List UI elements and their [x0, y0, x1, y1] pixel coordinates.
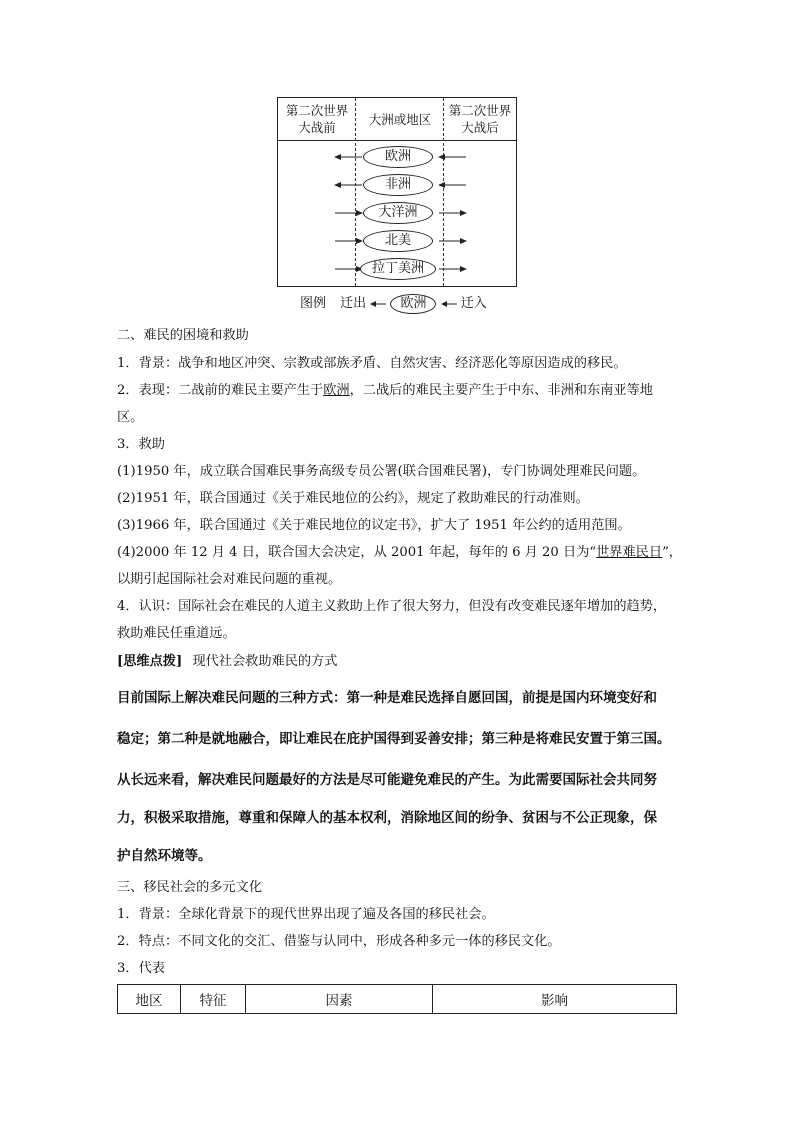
legend-region: 欧洲: [390, 294, 436, 314]
rescue-item-2: (2)1951 年，联合国通过《关于难民地位的公约》，规定了救助难民的行动准则。: [117, 491, 589, 506]
header-before-line2: 大战前: [298, 120, 336, 135]
region-oceania: 大洋洲: [363, 202, 433, 224]
rescue-item-4: [117, 544, 682, 562]
manifestation-text-b: ，二战后的难民主要产生于中东、非洲和东南亚等地: [349, 383, 653, 398]
section2-understanding: 4．认识：国际社会在难民的人道主义救助上作了很大努力，但没有改变难民逐年增加的趋势，: [117, 599, 667, 614]
section2-understanding-cont: 救助难民任重道远。: [117, 626, 236, 641]
rescue-item-4-b: ”，: [662, 545, 682, 560]
header-after-line2: 大战后: [461, 120, 499, 135]
thinking-line-3: 从长远来看，解决难民问题最好的方法是尽可能避免难民的产生。为此需要国际社会共同努: [117, 772, 657, 788]
thinking-heading: [117, 653, 338, 671]
region-north-america: 北美: [363, 230, 433, 252]
legend-in: 迁入: [460, 296, 487, 311]
section3-title: 三、移民社会的多元文化: [117, 880, 263, 895]
table-header-impact: 影响: [433, 985, 677, 1014]
section2-manifestation-cont: 区。: [117, 410, 144, 425]
rescue-item-3: (3)1966 年，联合国通过《关于难民地位的议定书》，扩大了 1951 年公约的适用范围。: [117, 518, 631, 533]
thinking-tag: [思维点拨]: [117, 654, 183, 669]
section2-background: 1．背景：战争和地区冲突、宗教或部族矛盾、自然灾害、经济恶化等原因造成的移民。: [117, 356, 627, 371]
region-africa: 非洲: [363, 174, 433, 196]
figure-legend: [300, 294, 487, 314]
manifestation-text-a: 2．表现：二战前的难民主要产生于: [117, 383, 324, 398]
thinking-line-2: 稳定；第二种是就地融合，即让难民在庇护国得到妥善安排；第三种是将难民安置于第三国。: [117, 731, 671, 747]
legend-arrow-out: [370, 299, 386, 309]
migration-diagram: [277, 97, 517, 287]
thinking-line-5: 护自然环境等。: [117, 848, 212, 864]
section3-background: 1．背景：全球化背景下的现代世界出现了遍及各国的移民社会。: [117, 907, 495, 922]
section2-title: 二、难民的困境和救助: [117, 328, 249, 343]
region-europe: 欧洲: [363, 146, 433, 168]
manifestation-underline: 欧洲: [323, 383, 350, 398]
table-header-factor: 因素: [246, 985, 433, 1014]
region-latin-america: 拉丁美洲: [360, 258, 436, 280]
legend-out: 迁出: [340, 296, 367, 311]
section2-manifestation: [117, 382, 653, 400]
header-after-line1: 第二次世界: [448, 103, 512, 118]
thinking-line-1: 目前国际上解决难民问题的三种方式：第一种是难民选择自愿回国，前提是国内环境变好和: [117, 690, 657, 706]
section3-features: 2．特点：不同文化的交汇、借鉴与认同中，形成各种多元一体的移民文化。: [117, 934, 561, 949]
header-before-line1: 第二次世界: [285, 103, 349, 118]
representatives-table: [117, 984, 677, 1014]
table-header-feature: 特征: [181, 985, 246, 1014]
rescue-item-4-a: (4)2000 年 12 月 4 日，联合国大会决定，从 2001 年起，每年的 6 月 20 日为“: [117, 545, 597, 560]
legend-label: 图例: [300, 296, 327, 311]
world-refugee-day: 世界难民日: [596, 545, 663, 560]
rescue-item-1: (1)1950 年，成立联合国难民事务高级专员公署(联合国难民署)，专门协调处理难民问题。: [117, 464, 646, 479]
table-header-row: [118, 985, 677, 1014]
table-header-region: 地区: [118, 985, 181, 1014]
legend-arrow-in: [441, 299, 457, 309]
header-region-label: 大洲或地区: [368, 111, 432, 127]
section3-representatives: 3．代表: [117, 961, 165, 976]
thinking-line-4: 力，积极采取措施，尊重和保障人的基本权利，消除地区间的纷争、贫困与不公正现象，保: [117, 810, 657, 826]
thinking-title: 现代社会救助难民的方式: [192, 654, 338, 669]
section2-rescue-heading: 3．救助: [117, 437, 165, 452]
rescue-item-4-cont: 以期引起国际社会对难民问题的重视。: [117, 572, 342, 587]
